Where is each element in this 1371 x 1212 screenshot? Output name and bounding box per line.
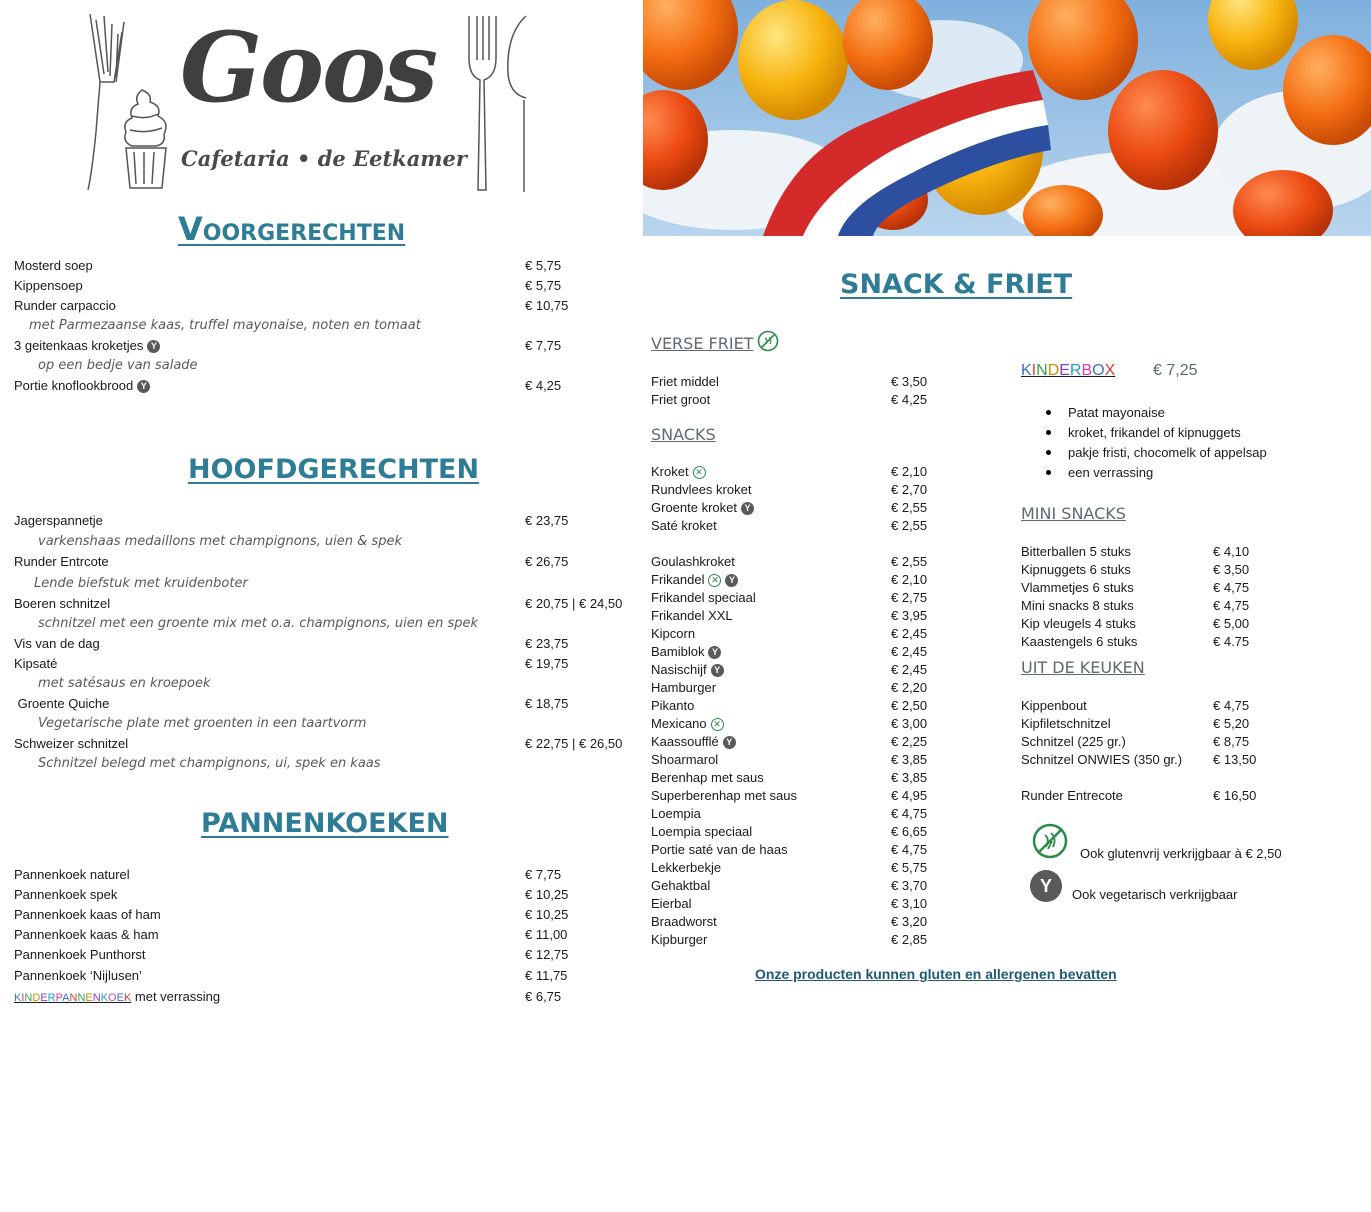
menu-item xyxy=(651,841,788,859)
gluten-free-icon: ✕ xyxy=(693,466,706,479)
pannenkoeken-heading: PANNENKOEKEN xyxy=(201,808,449,839)
menu-item xyxy=(651,895,691,913)
menu-item: Groente Quiche xyxy=(14,696,110,711)
menu-item-name: Frikandel XXL xyxy=(651,608,733,623)
menu-item-name: Lekkerbekje xyxy=(651,860,722,875)
menu-item: Vlammetjes 6 stuks xyxy=(1021,580,1134,595)
menu-item-name: Hamburger xyxy=(651,680,717,695)
menu-item-name: Portie knoflookbrood xyxy=(14,378,134,393)
menu-item xyxy=(651,643,721,661)
uit-de-keuken-heading: UIT DE KEUKEN xyxy=(1021,658,1145,677)
logo-title: Goos xyxy=(180,11,437,124)
kinderbox-price: € 7,25 xyxy=(1153,362,1198,379)
menu-item xyxy=(651,661,724,679)
menu-item-name: Goulashkroket xyxy=(651,554,735,569)
menu-item-price: € 2,20 xyxy=(891,680,928,695)
menu-item-price: € 3,85 xyxy=(891,770,928,785)
menu-item-price: € 4.75 xyxy=(1213,634,1250,649)
menu-item xyxy=(651,607,733,625)
bullet-icon xyxy=(1046,410,1051,415)
menu-item-price: € 2,45 xyxy=(891,626,928,641)
menu-item-price: € 18,75 xyxy=(525,696,569,711)
menu-item-price: € 5,75 xyxy=(891,860,928,875)
menu-item xyxy=(651,859,721,877)
gluten-free-icon xyxy=(757,330,779,352)
menu-item-price: € 4,75 xyxy=(891,842,928,857)
menu-item-name: Braadworst xyxy=(651,914,717,929)
menu-item xyxy=(651,733,736,751)
voorgerechten-heading-initial: V xyxy=(178,210,203,248)
menu-item-description: met satésaus en kroepoek xyxy=(38,676,211,691)
menu-item-name: Gehaktbal xyxy=(651,878,711,893)
kinderbox-title: KINDERBOX xyxy=(1021,362,1116,379)
menu-item-price: € 3,95 xyxy=(891,608,928,623)
bullet-icon xyxy=(1046,470,1051,475)
menu-item-price: € 2,85 xyxy=(891,932,928,947)
menu-item-price: € 5,20 xyxy=(1213,716,1250,731)
menu-item: Pannenkoek spek xyxy=(14,887,118,902)
menu-item-name: Eierbal xyxy=(651,896,692,911)
menu-item-name: Portie saté van de haas xyxy=(651,842,788,857)
menu-item-description: op een bedje van salade xyxy=(38,358,198,373)
menu-item-price: € 19,75 xyxy=(525,656,569,671)
menu-item-description: met Parmezaanse kaas, truffel mayonaise, noten en tomaat xyxy=(29,318,421,333)
menu-item xyxy=(651,571,738,589)
menu-item xyxy=(651,715,724,733)
menu-item-name: Mexicano xyxy=(651,716,707,731)
menu-item-price: € 2,55 xyxy=(891,554,928,569)
gluten-free-icon: ✕ xyxy=(711,718,724,731)
list-item xyxy=(1046,423,1241,443)
menu-item-price: € 2,25 xyxy=(891,734,928,749)
menu-item xyxy=(651,499,754,517)
menu-item: Runder carpaccio xyxy=(14,298,116,313)
kinderpannenkoek-label: KINDERPANNENKOEK xyxy=(14,992,132,1004)
list-item-label: Patat mayonaise xyxy=(1068,405,1165,420)
list-item-label: kroket, frikandel of kipnuggets xyxy=(1068,425,1241,440)
menu-item-name: Saté kroket xyxy=(651,518,717,533)
menu-item-name: 3 geitenkaas kroketjes xyxy=(14,338,144,353)
menu-item xyxy=(651,913,717,931)
menu-item-price: € 3,50 xyxy=(1213,562,1250,577)
menu-item-name: Groente kroket xyxy=(651,500,737,515)
menu-item-description: Lende biefstuk met kruidenboter xyxy=(34,576,248,591)
menu-item-description: varkenshaas medaillons met champignons, uien & spek xyxy=(38,534,402,549)
menu-item xyxy=(14,336,160,356)
menu-item xyxy=(651,877,710,895)
menu-item: Schnitzel ONWIES (350 gr.) xyxy=(1021,752,1183,767)
bullet-icon xyxy=(1046,450,1051,455)
vegetarian-icon: Y xyxy=(741,502,754,515)
kinderbox-heading xyxy=(1021,362,1115,380)
menu-item: Kipfiletschnitzel xyxy=(1021,716,1111,731)
logo-subtitle: Cafetaria • de Eetkamer xyxy=(181,146,467,171)
menu-item-price: € 3,10 xyxy=(891,896,928,911)
menu-item xyxy=(651,823,752,841)
menu-item-price: € 2,75 xyxy=(891,590,928,605)
menu-item-price: € 12,75 xyxy=(525,947,569,962)
menu-item: Vis van de dag xyxy=(14,636,100,651)
menu-item: Friet groot xyxy=(651,392,711,407)
menu-item: Schnitzel (225 gr.) xyxy=(1021,734,1126,749)
menu-item: Runder Entrecote xyxy=(1021,788,1123,803)
voorgerechten-heading-rest: OORGERECHTEN xyxy=(202,221,406,246)
menu-item-price: € 2,55 xyxy=(891,518,928,533)
menu-item: Pannenkoek kaas of ham xyxy=(14,907,161,922)
mini-snacks-heading: MINI SNACKS xyxy=(1021,504,1126,523)
menu-item xyxy=(651,769,764,787)
menu-item xyxy=(651,589,756,607)
bullet-icon xyxy=(1046,430,1051,435)
menu-item-name: Frikandel xyxy=(651,572,705,587)
menu-item xyxy=(651,931,707,949)
menu-item-price: € 23,75 xyxy=(525,636,569,651)
menu-item-price: € 4,75 xyxy=(1213,580,1250,595)
menu-item xyxy=(651,553,735,571)
menu-item: Jagerspannetje xyxy=(14,513,103,528)
menu-item-price: € 5,00 xyxy=(1213,616,1250,631)
menu-item-name: Bamiblok xyxy=(651,644,705,659)
menu-item: Mini snacks 8 stuks xyxy=(1021,598,1134,613)
menu-item-price: € 22,75 | € 26,50 xyxy=(525,736,623,751)
menu-item-price: € 10,25 xyxy=(525,907,569,922)
list-item xyxy=(1046,403,1165,423)
gluten-free-icon xyxy=(1032,823,1068,859)
menu-item-price: € 4,25 xyxy=(525,378,562,393)
menu-item-description: Vegetarische plate met groenten in een taartvorm xyxy=(38,716,367,731)
menu-item-name: Rundvlees kroket xyxy=(651,482,752,497)
menu-item: Kipnuggets 6 stuks xyxy=(1021,562,1131,577)
menu-item-price: € 2,45 xyxy=(891,662,928,677)
gluten-free-legend: Ook glutenvrij verkrijgbaar à € 2,50 xyxy=(1080,846,1282,861)
menu-item-price: € 4,25 xyxy=(891,392,928,407)
menu-item-price: € 5,75 xyxy=(525,278,562,293)
menu-item-price: € 5,75 xyxy=(525,258,562,273)
menu-item-price: € 10,75 xyxy=(525,298,569,313)
snack-friet-heading: SNACK & FRIET xyxy=(840,269,1073,300)
menu-item: Pannenkoek Punthorst xyxy=(14,947,146,962)
menu-item-price: € 2,10 xyxy=(891,572,928,587)
menu-item-price: € 3,20 xyxy=(891,914,928,929)
header-photo xyxy=(643,0,1371,236)
menu-item-price: € 20,75 | € 24,50 xyxy=(525,596,623,611)
menu-item: Pannenkoek kaas & ham xyxy=(14,927,159,942)
list-item xyxy=(1046,443,1267,463)
menu-item-price: € 6,75 xyxy=(525,989,562,1004)
vegetarian-icon: Y xyxy=(137,380,150,393)
allergen-notice: Onze producten kunnen gluten en allergenen bevatten xyxy=(755,966,1117,982)
menu-item: Boeren schnitzel xyxy=(14,596,111,611)
menu-item-name: met verrassing xyxy=(131,989,221,1004)
gluten-free-icon: ✕ xyxy=(708,574,721,587)
vegetarian-legend: Ook vegetarisch verkrijgbaar xyxy=(1072,887,1238,902)
menu-item-description: Schnitzel belegd met champignons, ui, spek en kaas xyxy=(38,756,381,771)
list-item-label: pakje fristi, chocomelk of appelsap xyxy=(1068,445,1267,460)
vegetarian-icon: Y xyxy=(723,736,736,749)
voorgerechten-heading xyxy=(178,210,405,248)
menu-item-name: Kroket xyxy=(651,464,689,479)
menu-item-price: € 4,95 xyxy=(891,788,928,803)
menu-item: Mosterd soep xyxy=(14,258,93,273)
menu-item-name: Kaassoufflé xyxy=(651,734,719,749)
menu-item-price: € 4,75 xyxy=(1213,698,1250,713)
menu-item xyxy=(14,376,150,396)
menu-item-price: € 2,55 xyxy=(891,500,928,515)
menu-item xyxy=(651,787,797,805)
menu-item-price: € 4,75 xyxy=(891,806,928,821)
menu-item-description: schnitzel met een groente mix met o.a. champignons, uien en spek xyxy=(38,616,479,631)
menu-item-price: € 2,10 xyxy=(891,464,928,479)
menu-item-name: Kipcorn xyxy=(651,626,696,641)
vegetarian-icon: Y xyxy=(1030,870,1062,902)
list-item-label: een verrassing xyxy=(1068,465,1154,480)
menu-item-name: Shoarmarol xyxy=(651,752,719,767)
menu-item: Kip vleugels 4 stuks xyxy=(1021,616,1136,631)
list-item xyxy=(1046,463,1153,483)
menu-item: Friet middel xyxy=(651,374,719,389)
menu-item-name: Frikandel speciaal xyxy=(651,590,756,605)
menu-item-price: € 2,45 xyxy=(891,644,928,659)
menu-item-price: € 3,00 xyxy=(891,716,928,731)
vegetarian-icon: Y xyxy=(711,664,724,677)
menu-item-price: € 11,00 xyxy=(525,927,568,942)
menu-item-name: Nasischijf xyxy=(651,662,707,677)
menu-item-price: € 11,75 xyxy=(525,968,568,983)
menu-item-price: € 13,50 xyxy=(1213,752,1257,767)
menu-item-price: € 26,75 xyxy=(525,554,569,569)
ice-cream-icon xyxy=(120,88,172,192)
menu-item xyxy=(651,463,706,481)
menu-item xyxy=(651,697,694,715)
plate-icon xyxy=(504,14,528,194)
menu-item-name: Loempia speciaal xyxy=(651,824,753,839)
menu-item xyxy=(651,751,718,769)
menu-item-price: € 23,75 xyxy=(525,513,569,528)
menu-item-name: Superberenhap met saus xyxy=(651,788,797,803)
menu-item: Kaastengels 6 stuks xyxy=(1021,634,1138,649)
menu-item: Kippensoep xyxy=(14,278,83,293)
menu-item xyxy=(651,625,695,643)
menu-item: Schweizer schnitzel xyxy=(14,736,129,751)
menu-item-name: Kipburger xyxy=(651,932,708,947)
vegetarian-icon: Y xyxy=(725,574,738,587)
menu-item: Bitterballen 5 stuks xyxy=(1021,544,1131,559)
menu-item-price: € 2,70 xyxy=(891,482,928,497)
menu-item: Pannenkoek ‘Nijlusen’ xyxy=(14,968,142,983)
menu-item xyxy=(651,805,701,823)
menu-item xyxy=(651,517,717,535)
menu-item-price: € 8,75 xyxy=(1213,734,1250,749)
vegetarian-icon: Y xyxy=(147,340,160,353)
menu-item-name: Pikanto xyxy=(651,698,695,713)
fork-icon xyxy=(466,14,500,194)
menu-item-price: € 4,75 xyxy=(1213,598,1250,613)
verse-friet-heading: VERSE FRIET xyxy=(651,334,754,353)
menu-item-price: € 10,25 xyxy=(525,887,569,902)
menu-item: Runder Entrcote xyxy=(14,554,109,569)
menu-item-price: € 16,50 xyxy=(1213,788,1257,803)
menu-item-price: € 7,75 xyxy=(525,867,562,882)
menu-item-price: € 3,70 xyxy=(891,878,928,893)
menu-item xyxy=(651,481,751,499)
menu-item-price: € 2,50 xyxy=(891,698,928,713)
snacks-heading: SNACKS xyxy=(651,425,716,444)
menu-item xyxy=(651,679,716,697)
menu-item xyxy=(14,987,220,1007)
menu-item-price: € 3,85 xyxy=(891,752,928,767)
menu-item: Kipsaté xyxy=(14,656,58,671)
menu-item-name: Berenhap met saus xyxy=(651,770,764,785)
menu-item-price: € 4,10 xyxy=(1213,544,1250,559)
menu-item-price: € 7,75 xyxy=(525,338,562,353)
vegetarian-icon: Y xyxy=(708,646,721,659)
menu-item-name: Loempia xyxy=(651,806,701,821)
menu-item-price: € 6,65 xyxy=(891,824,928,839)
menu-item: Pannenkoek naturel xyxy=(14,867,130,882)
menu-item-price: € 3,50 xyxy=(891,374,928,389)
hoofdgerechten-heading: HOOFDGERECHTEN xyxy=(188,454,480,485)
menu-item: Kippenbout xyxy=(1021,698,1087,713)
